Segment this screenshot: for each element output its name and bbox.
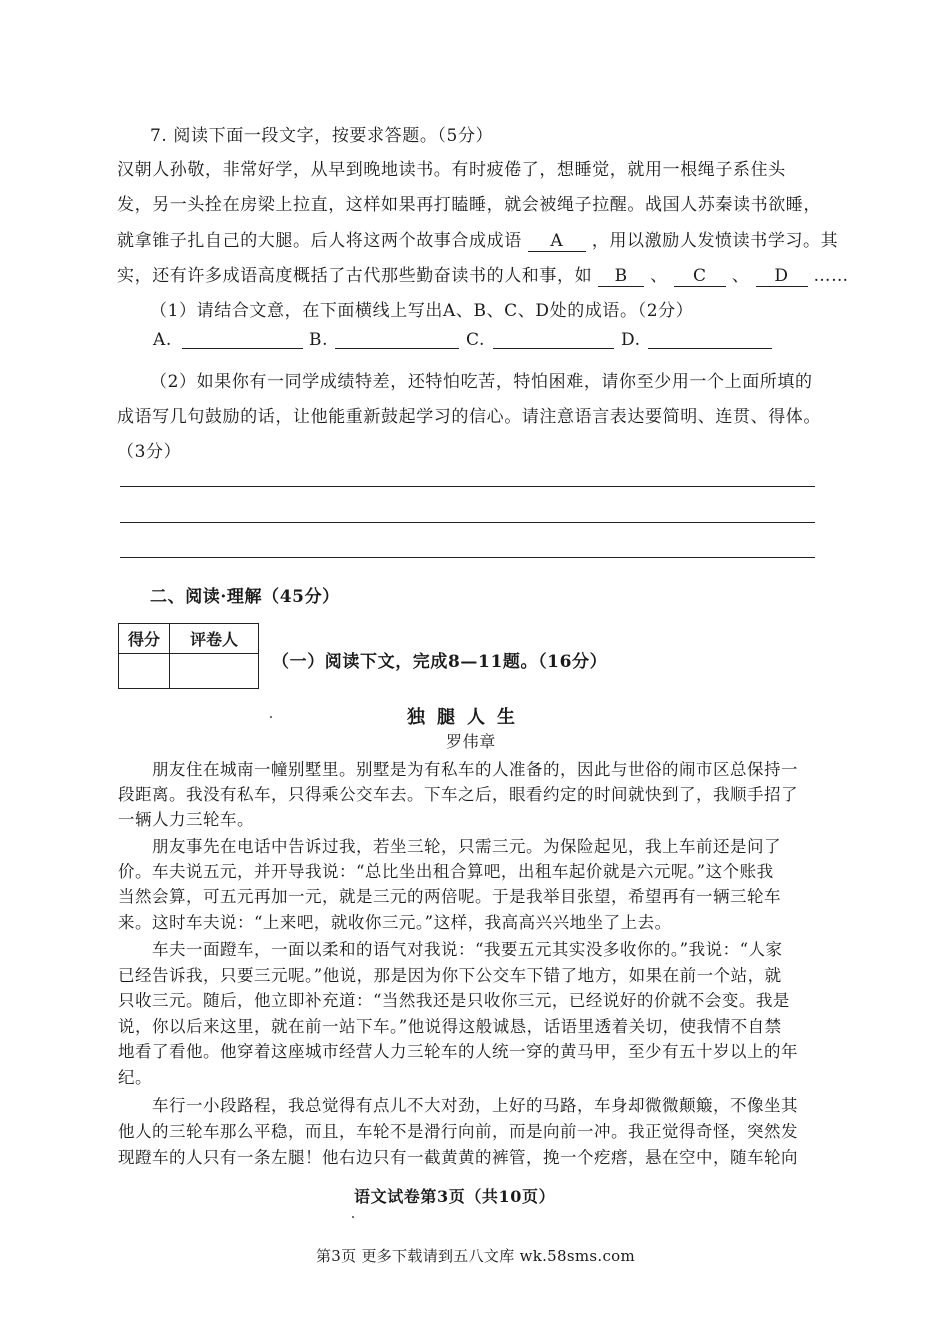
essay-line: 已经告诉我，只要三元呢。”他说，那是因为你下公交车下错了地方，如果在前一个站，就 bbox=[118, 966, 782, 985]
answer-line-c[interactable] bbox=[493, 348, 614, 349]
essay-line: 车行一小段路程，我总觉得有点儿不大对劲，上好的马路，车身却微微颠簸，不像坐其 bbox=[118, 1096, 798, 1115]
section-2-title: 二、阅读·理解（45分） bbox=[150, 587, 340, 607]
passage-line-3-start: 就拿锥子扎自己的大腿。后人将这两个故事合成成语 bbox=[117, 231, 522, 251]
answer-label-b: B. bbox=[309, 330, 329, 350]
essay-line: 朋友事先在电话中告诉过我，若坐三轮，只需三元。为保险起见，我上车前还是问了 bbox=[118, 837, 781, 856]
essay-line: 朋友住在城南一幢别墅里。别墅是为有私车的人准备的，因此与世俗的闹市区总保持一 bbox=[118, 760, 798, 779]
blank-d: D bbox=[756, 266, 808, 287]
blank-a: A bbox=[528, 231, 586, 252]
passage-line-3 bbox=[117, 226, 838, 252]
essay-line: 只收三元。随后，他立即补充道：“当然我还是只收你三元，已经说好的价就不会变。我是 bbox=[118, 991, 790, 1010]
essay-title: 独腿人生 bbox=[407, 707, 527, 728]
writing-line-3[interactable] bbox=[120, 557, 815, 558]
essay-line: 段距离。我没有私车，只得乘公交车去。下车之后，眼看约定的时间就快到了，我顺手招了 bbox=[118, 785, 798, 804]
grader-cell[interactable] bbox=[170, 654, 259, 689]
sub-question-2-line-3: （3分） bbox=[117, 442, 182, 462]
ellipsis: …… bbox=[813, 266, 849, 286]
essay-line: 来。这时车夫说：“上来吧，就收你三元。”这样，我高高兴兴地坐了上去。 bbox=[118, 913, 672, 932]
sub-question-2-line-2: 成语写几句鼓励的话，让他能重新鼓起学习的信心。请注意语言表达要简明、连贯、得体。 bbox=[117, 407, 821, 427]
answer-label-d: D. bbox=[621, 330, 641, 350]
separator-1: 、 bbox=[650, 266, 668, 286]
sub-question-1: （1）请结合文意，在下面横线上写出A、B、C、D处的成语。（2分） bbox=[150, 301, 694, 321]
answer-line-b[interactable] bbox=[335, 348, 459, 349]
sub-question-2-line-1: （2）如果你有一同学成绩特差，还特怕吃苦，特怕困难，请你至少用一个上面所填的 bbox=[150, 372, 813, 392]
essay-line: 他人的三轮车那么平稳，而且，车轮不是滑行向前，而是向前一冲。我正觉得奇怪，突然发 bbox=[118, 1122, 798, 1141]
essay-line: 纪。 bbox=[118, 1068, 152, 1087]
essay-line: 价。车夫说五元，并开导我说：“总比坐出租合算吧，出租车起价就是六元呢。”这个账我 bbox=[118, 862, 774, 881]
answer-label-c: C. bbox=[466, 330, 486, 350]
essay-author: 罗伟章 bbox=[446, 732, 496, 751]
essay-line: 当然会算，可五元再加一元，就是三元的两倍呢。于是我举目张望，希望再有一辆三轮车 bbox=[118, 887, 781, 906]
separator-2: 、 bbox=[731, 266, 750, 286]
essay-line: 一辆人力三轮车。 bbox=[118, 810, 254, 829]
answer-line-a[interactable] bbox=[182, 348, 303, 349]
passage-line-2: 发，另一头拴在房梁上拉直，这样如果再打瞌睡，就会被绳子拉醒。战国人苏秦读书欲睡， bbox=[117, 195, 821, 215]
score-header: 得分 bbox=[119, 624, 170, 654]
download-note: 第3页 更多下载请到五八文库 wk.58sms.com bbox=[316, 1247, 636, 1265]
question-7-title: 7. 阅读下面一段文字，按要求答题。（5分） bbox=[150, 126, 494, 146]
blank-b: B bbox=[598, 266, 644, 287]
scan-speck bbox=[270, 716, 272, 718]
passage-line-4-start: 实，还有许多成语高度概括了古代那些勤奋读书的人和事，如 bbox=[117, 266, 593, 286]
passage-line-1: 汉朝人孙敬，非常好学，从早到晚地读书。有时疲倦了，想睡觉，就用一根绳子系住头 bbox=[117, 160, 786, 180]
essay-line: 地看了看他。他穿着这座城市经营人力三轮车的人统一穿的黄马甲，至少有五十岁以上的年 bbox=[118, 1042, 798, 1061]
blank-c: C bbox=[674, 266, 726, 287]
scan-speck bbox=[352, 1216, 354, 1218]
essay-line: 现蹬车的人只有一条左腿！他右边只有一截黄黄的裤管，挽一个疙瘩，悬在空中，随车轮向 bbox=[118, 1148, 798, 1167]
answer-label-a: A. bbox=[153, 330, 172, 350]
answer-line-d[interactable] bbox=[648, 348, 772, 349]
passage-line-3-end: ，用以激励人发愤读书学习。其 bbox=[591, 231, 839, 251]
writing-line-1[interactable] bbox=[120, 486, 815, 487]
score-cell[interactable] bbox=[119, 654, 170, 689]
passage-line-4 bbox=[117, 261, 849, 287]
grader-header: 评卷人 bbox=[170, 624, 259, 654]
page-footer: 语文试卷第3页（共10页） bbox=[354, 1187, 556, 1206]
score-table bbox=[118, 623, 259, 689]
writing-line-2[interactable] bbox=[120, 522, 815, 523]
essay-line: 说，你以后来这里，就在前一站下车。”他说得这般诚恳，话语里透着关切，使我情不自禁 bbox=[118, 1017, 782, 1036]
essay-line: 车夫一面蹬车，一面以柔和的语气对我说：“我要五元其实没多收你的。”我说：“人家 bbox=[118, 940, 783, 959]
part-1-title: （一）阅读下文，完成8—11题。（16分） bbox=[272, 652, 608, 672]
